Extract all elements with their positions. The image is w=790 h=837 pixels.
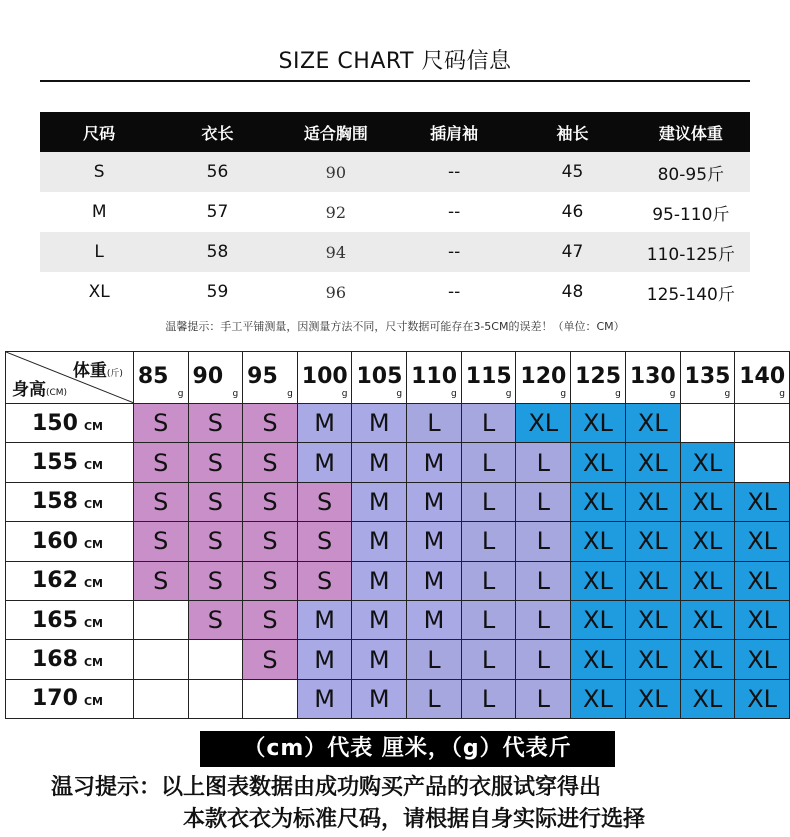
weight-value: 140 [739,364,786,389]
grid-row [6,679,790,718]
weight-col-header [188,352,243,404]
empty-cell [735,443,790,482]
weight-value: 105 [356,364,403,389]
size-recommendation-cell: XL [735,600,790,639]
length-cell: 57 [206,202,229,222]
size-col-header: 尺码 [40,112,158,152]
empty-cell [188,679,243,718]
size-recommendation-cell: XL [680,443,735,482]
page-title: SIZE CHART 尺码信息 [278,49,512,74]
chest-cell: 96 [325,282,346,302]
height-unit: CM [83,695,103,709]
weight-value: 95 [247,364,278,389]
raglan-cell: -- [395,232,513,272]
size-recommendation-cell: L [461,600,516,639]
weight-value: 135 [684,364,731,389]
size-recommendation-cell: M [352,522,407,561]
size-col-header: 建议体重 [632,112,750,152]
size-recommendation-cell: S [188,404,243,443]
size-recommendation-cell: L [407,404,462,443]
table-row [40,232,750,272]
height-value: 160 [32,528,78,554]
sleeve-cell: 48 [561,282,584,302]
size-recommendation-cell: M [297,679,352,718]
size-recommendation-cell: L [516,640,571,679]
size-recommendation-cell: M [407,522,462,561]
weight-col-header [680,352,735,404]
weight-col-header [243,352,298,404]
size-recommendation-cell: M [352,561,407,600]
weight-unit: g [451,389,457,399]
chest-cell: 92 [325,202,346,222]
size-recommendation-cell: XL [735,561,790,600]
weight-value: 100 [301,364,348,389]
size-recommendation-cell: S [243,561,298,600]
size-recommendation-cell: M [297,600,352,639]
size-recommendation-cell: M [352,443,407,482]
size-recommendation-cell: S [133,561,188,600]
size-recommendation-cell: L [461,522,516,561]
height-unit: CM [83,656,103,670]
size-col-header: 衣长 [158,112,276,152]
size-recommendation-cell: S [243,600,298,639]
weight-unit: g [724,389,731,399]
size-recommendation-cell: M [407,443,462,482]
size-recommendation-cell: XL [571,522,626,561]
size-recommendation-cell: XL [625,522,680,561]
size-cell: S [40,152,158,192]
size-recommendation-cell: XL [625,640,680,679]
grid-corner-cell [6,352,134,404]
chest-cell: 94 [277,232,395,272]
weight-cell: 95-110斤 [652,204,730,225]
weight-col-header [352,352,407,404]
size-recommendation-cell: S [133,482,188,521]
size-recommendation-cell: L [461,404,516,443]
size-recommendation-cell: XL [680,482,735,521]
size-recommendation-cell: XL [735,679,790,718]
weight-value: 120 [520,364,567,389]
size-recommendation-cell: M [352,404,407,443]
chest-cell: 90 [277,152,395,192]
height-value: 170 [32,686,78,712]
empty-cell [133,679,188,718]
size-recommendation-cell: S [188,600,243,639]
weight-col-header [516,352,571,404]
length-cell: 56 [158,152,276,192]
size-recommendation-cell: S [188,482,243,521]
size-recommendation-cell: XL [735,640,790,679]
size-recommendation-cell: XL [571,561,626,600]
weight-value: 115 [465,364,512,389]
size-recommendation-cell: S [297,482,352,521]
height-row-header [6,404,134,443]
size-col-header: 插肩袖 [395,112,513,152]
size-cell: XL [88,282,110,302]
weight-unit: g [505,389,512,399]
size-recommendation-cell: M [352,600,407,639]
height-unit: CM [83,577,103,591]
tip-line-2: 本款衣衣为标准尺码，请根据自身实际进行选择 [183,807,646,832]
size-recommendation-cell: XL [735,482,790,521]
weight-unit: g [232,389,239,399]
empty-cell [243,679,298,718]
size-recommendation-cell: XL [680,600,735,639]
length-cell: 58 [158,232,276,272]
size-recommendation-cell: L [516,679,571,718]
size-recommendation-cell: XL [571,600,626,639]
size-recommendation-cell: S [133,443,188,482]
size-recommendation-cell: L [461,679,516,718]
size-recommendation-cell: S [133,404,188,443]
height-value: 155 [32,450,78,476]
height-value: 168 [32,647,78,673]
grid-header-row [6,352,790,404]
size-recommendation-cell: XL [625,404,680,443]
height-unit: CM [83,459,103,473]
size-cell: L [40,232,158,272]
size-recommendation-cell: S [243,482,298,521]
size-recommendation-cell: L [461,640,516,679]
size-col-header: 适合胸围 [277,112,395,152]
weight-unit: g [779,389,785,399]
size-recommendation-cell: L [516,443,571,482]
grid-row [6,600,790,639]
size-recommendation-cell: S [243,522,298,561]
empty-cell [188,640,243,679]
grid-row [6,640,790,679]
height-unit: CM [83,616,103,630]
weight-unit: g [341,389,348,399]
weight-cell: 125-140斤 [646,284,735,305]
size-cell: M [91,202,107,222]
size-recommendation-cell: M [407,561,462,600]
height-axis-label: 身高(CM) [12,380,68,400]
size-recommendation-cell: XL [625,443,680,482]
size-recommendation-cell: S [297,561,352,600]
size-recommendation-cell: XL [625,679,680,718]
size-info-table [40,112,750,312]
weight-cell: 80-95斤 [632,152,750,192]
weight-unit: g [396,389,403,399]
size-recommendation-cell: S [243,640,298,679]
size-recommendation-cell: XL [680,679,735,718]
unit-legend: （cm）代表 厘米，（g）代表斤 [200,731,615,767]
size-col-header: 袖长 [513,112,631,152]
size-recommendation-cell: XL [735,522,790,561]
weight-value: 130 [629,364,676,389]
height-unit: CM [83,537,103,551]
sleeve-cell: 45 [513,152,631,192]
size-recommendation-cell: XL [571,482,626,521]
size-recommendation-cell: M [297,640,352,679]
size-recommendation-cell: S [243,443,298,482]
weight-col-header [133,352,188,404]
raglan-cell: -- [448,282,461,302]
size-recommendation-cell: XL [680,522,735,561]
size-recommendation-cell: XL [625,600,680,639]
weight-value: 110 [411,364,458,389]
raglan-cell: -- [448,202,461,222]
size-recommendation-cell: M [352,679,407,718]
height-value: 150 [32,410,78,436]
size-recommendation-cell: XL [571,679,626,718]
size-recommendation-cell: L [461,561,516,600]
grid-row [6,404,790,443]
height-row-header [6,522,134,561]
weight-value: 125 [575,364,622,389]
size-recommendation-cell: L [407,679,462,718]
size-recommendation-cell: S [188,522,243,561]
empty-cell [133,600,188,639]
tip-line-1: 温习提示：以上图表数据由成功购买产品的衣服试穿得出 [51,775,602,800]
height-value: 165 [32,607,78,633]
grid-row [6,561,790,600]
size-recommendation-cell: XL [571,640,626,679]
size-recommendation-cell: M [352,640,407,679]
size-recommendation-cell: S [297,522,352,561]
size-recommendation-cell: XL [516,404,571,443]
weight-col-header [461,352,516,404]
weight-unit: g [560,389,567,399]
empty-cell [133,640,188,679]
grid-row [6,482,790,521]
size-recommendation-cell: S [188,443,243,482]
weight-col-header [297,352,352,404]
empty-cell [735,404,790,443]
weight-col-header [407,352,462,404]
weight-value: 85 [137,364,169,389]
size-recommendation-cell: XL [680,640,735,679]
height-row-header [6,482,134,521]
table-row [40,272,750,312]
sleeve-cell: 46 [561,202,584,222]
size-recommendation-cell: S [243,404,298,443]
weight-unit: g [287,389,293,399]
size-recommendation-cell: XL [625,482,680,521]
size-recommendation-cell: M [407,600,462,639]
grid-body [6,404,790,719]
height-value: 158 [32,489,78,515]
size-recommendation-cell: L [516,600,571,639]
height-row-header [6,561,134,600]
empty-cell [680,404,735,443]
size-recommendation-cell: XL [625,561,680,600]
table-row [40,192,750,232]
size-recommendation-cell: XL [571,443,626,482]
size-recommendation-cell: S [133,522,188,561]
size-recommendation-cell: XL [680,561,735,600]
size-recommendation-cell: L [461,443,516,482]
title-divider [40,80,750,82]
size-recommendation-cell: L [516,561,571,600]
grid-row [6,522,790,561]
weight-col-header [625,352,680,404]
size-recommendation-cell: L [461,482,516,521]
size-table-header-row [40,112,750,152]
raglan-cell: -- [395,152,513,192]
height-value: 162 [32,568,78,594]
height-row-header [6,640,134,679]
height-row-header [6,443,134,482]
weight-value: 90 [192,364,224,389]
length-cell: 59 [206,282,229,302]
weight-col-header [735,352,790,404]
grid-row [6,443,790,482]
size-recommendation-cell: M [297,404,352,443]
table-row [40,152,750,192]
weight-axis-label: 体重(斤) [72,361,123,381]
size-recommendation-cell: S [188,561,243,600]
height-unit: CM [83,419,103,433]
size-recommendation-cell: L [516,482,571,521]
size-recommendation-cell: M [297,443,352,482]
size-recommendation-cell: M [352,482,407,521]
weight-unit: g [669,389,676,399]
size-recommendation-cell: XL [571,404,626,443]
weight-unit: g [177,389,184,399]
size-recommendation-grid [5,351,790,719]
size-recommendation-cell: L [407,640,462,679]
weight-col-header [571,352,626,404]
height-row-header [6,600,134,639]
height-row-header [6,679,134,718]
size-recommendation-cell: L [516,522,571,561]
weight-cell: 110-125斤 [632,232,750,272]
weight-unit: g [615,389,621,399]
size-recommendation-cell: M [407,482,462,521]
measurement-note: 温馨提示：手工平铺测量，因测量方法不同，尺寸数据可能存在3-5CM的误差！（单位：CM） [165,320,625,333]
sleeve-cell: 47 [513,232,631,272]
height-unit: CM [83,498,103,512]
